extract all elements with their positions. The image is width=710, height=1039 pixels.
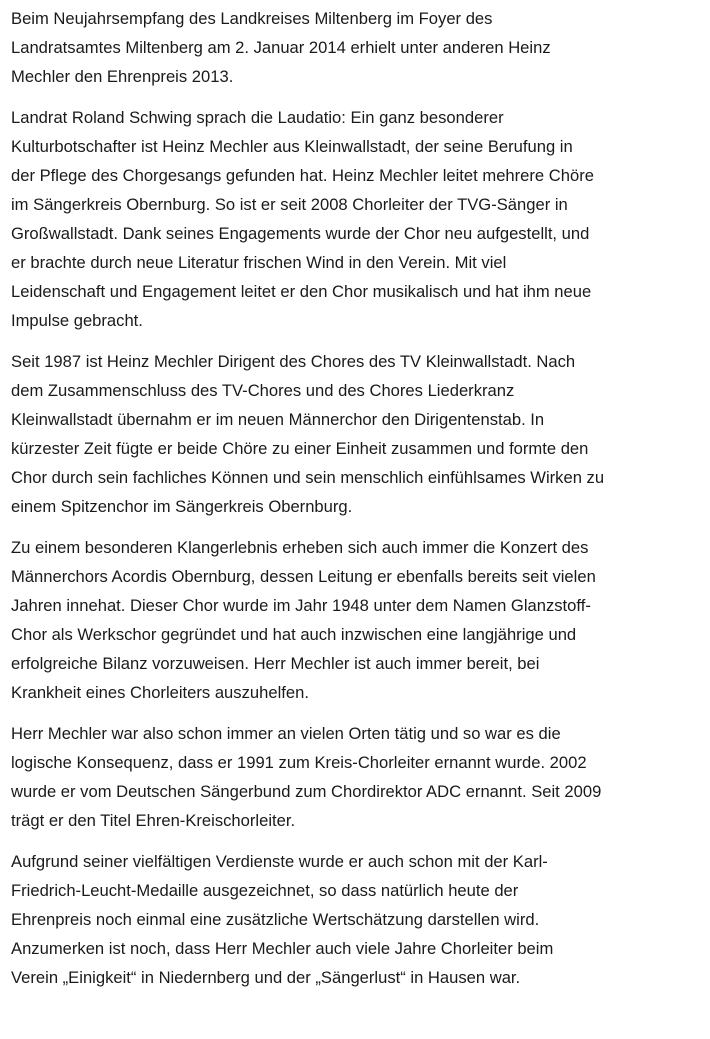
text-line: Kulturbotschafter ist Heinz Mechler aus Kleinwallstadt, der seine Berufung in bbox=[11, 137, 573, 156]
text-line: einem Spitzenchor im Sängerkreis Obernburg. bbox=[11, 497, 353, 516]
paragraph-4 bbox=[11, 533, 701, 707]
text-line: Impulse gebracht. bbox=[11, 311, 143, 330]
text-line: Verein „Einigkeit“ in Niedernberg und der „Sängerlust“ in Hausen war. bbox=[11, 968, 521, 987]
text-line: Männerchors Acordis Obernburg, dessen Leitung er ebenfalls bereits seit vielen bbox=[11, 567, 596, 586]
text-line: Herr Mechler war also schon immer an vielen Orten tätig und so war es die bbox=[11, 724, 561, 743]
text-line: Ehrenpreis noch einmal eine zusätzliche Wertschätzung darstellen wird. bbox=[11, 910, 540, 929]
text-line: Zu einem besonderen Klangerlebnis erheben sich auch immer die Konzert des bbox=[11, 538, 589, 557]
paragraph-2 bbox=[11, 103, 701, 335]
paragraph-1 bbox=[11, 4, 701, 91]
text-line: Kleinwallstadt übernahm er im neuen Männerchor den Dirigentenstab. In bbox=[11, 410, 545, 429]
text-line: Aufgrund seiner vielfältigen Verdienste wurde er auch schon mit der Karl- bbox=[11, 852, 548, 871]
text-line: erfolgreiche Bilanz vorzuweisen. Herr Mechler ist auch immer bereit, bei bbox=[11, 654, 540, 673]
paragraph-5 bbox=[11, 719, 701, 835]
text-line: trägt er den Titel Ehren-Kreischorleiter. bbox=[11, 811, 296, 830]
paragraph-6 bbox=[11, 847, 701, 992]
text-line: Jahren innehat. Dieser Chor wurde im Jahr 1948 unter dem Namen Glanzstoff- bbox=[11, 596, 591, 615]
text-line: er brachte durch neue Literatur frischen Wind in den Verein. Mit viel bbox=[11, 253, 507, 272]
text-line: Anzumerken ist noch, dass Herr Mechler auch viele Jahre Chorleiter beim bbox=[11, 939, 554, 958]
paragraph-3 bbox=[11, 347, 701, 521]
text-line: Seit 1987 ist Heinz Mechler Dirigent des Chores des TV Kleinwallstadt. Nach bbox=[11, 352, 576, 371]
text-line: Großwallstadt. Dank seines Engagements wurde der Chor neu aufgestellt, und bbox=[11, 224, 590, 243]
text-line: wurde er vom Deutschen Sängerbund zum Chordirektor ADC ernannt. Seit 2009 bbox=[11, 782, 602, 801]
text-line: Landratsamtes Miltenberg am 2. Januar 2014 erhielt unter anderen Heinz bbox=[11, 38, 551, 57]
text-line: dem Zusammenschluss des TV-Chores und des Chores Liederkranz bbox=[11, 381, 515, 400]
text-line: Chor durch sein fachliches Können und sein menschlich einfühlsames Wirken zu bbox=[11, 468, 605, 487]
text-line: Friedrich-Leucht-Medaille ausgezeichnet, so dass natürlich heute der bbox=[11, 881, 519, 900]
text-line: Mechler den Ehrenpreis 2013. bbox=[11, 67, 234, 86]
text-line: Leidenschaft und Engagement leitet er den Chor musikalisch und hat ihm neue bbox=[11, 282, 592, 301]
text-line: Krankheit eines Chorleiters auszuhelfen. bbox=[11, 683, 309, 702]
text-line: Landrat Roland Schwing sprach die Laudatio: Ein ganz besonderer bbox=[11, 108, 504, 127]
text-line: der Pflege des Chorgesangs gefunden hat. Heinz Mechler leitet mehrere Chöre bbox=[11, 166, 594, 185]
text-line: logische Konsequenz, dass er 1991 zum Kreis-Chorleiter ernannt wurde. 2002 bbox=[11, 753, 587, 772]
text-line: Chor als Werkschor gegründet und hat auch inzwischen eine langjährige und bbox=[11, 625, 577, 644]
text-line: kürzester Zeit fügte er beide Chöre zu einer Einheit zusammen und formte den bbox=[11, 439, 589, 458]
text-line: Beim Neujahrsempfang des Landkreises Miltenberg im Foyer des bbox=[11, 9, 493, 28]
document-body bbox=[11, 4, 701, 1004]
text-line: im Sängerkreis Obernburg. So ist er seit 2008 Chorleiter der TVG-Sänger in bbox=[11, 195, 568, 214]
